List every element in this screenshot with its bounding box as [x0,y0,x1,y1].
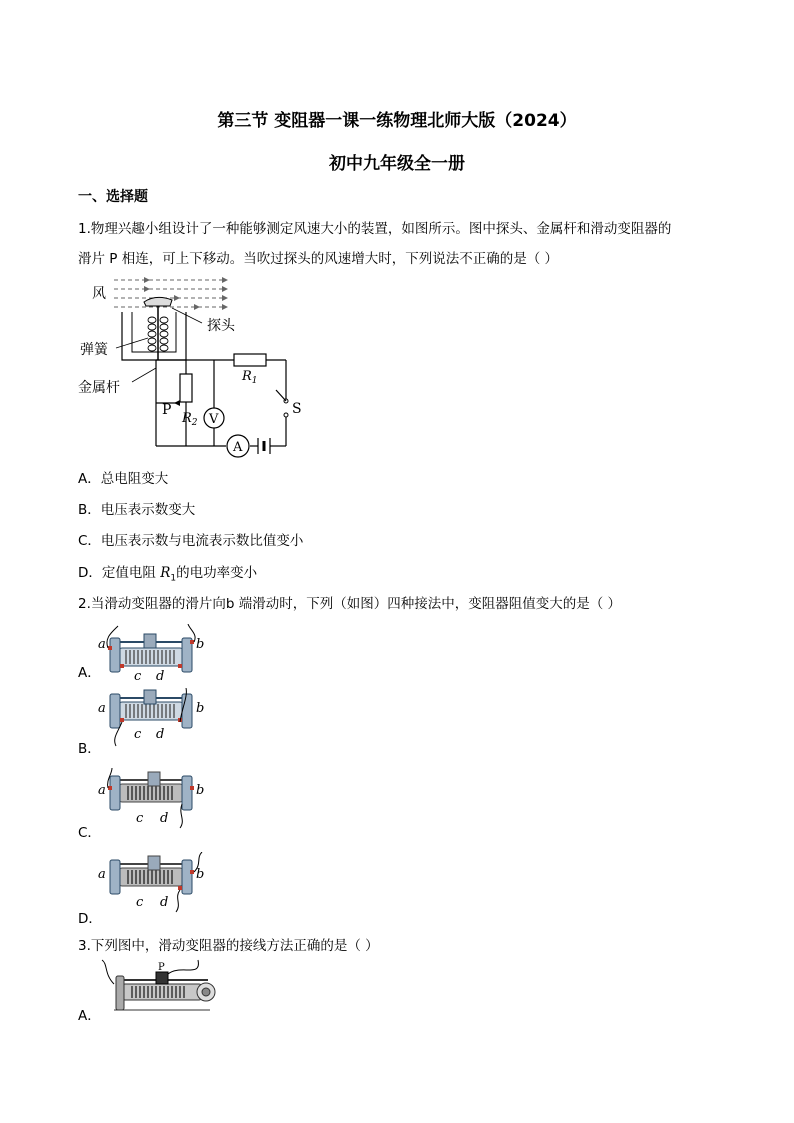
ammeter-label: A [233,440,243,455]
q2-option-a-rheostat-figure [98,624,208,680]
terminal-c: c [136,811,144,826]
q2-option-b-rheostat-figure [98,688,208,748]
svg-text:R2 [181,411,198,428]
terminal-d: d [156,669,165,680]
q1-circuit-figure [74,268,314,468]
metal-rod-label: 金属杆 [78,380,120,396]
q1-stem-line2: 滑片 P 相连，可上下移动。当吹过探头的风速增大时，下列说法不正确的是（ ） [78,251,559,267]
q3-option-a-letter[interactable]: A． [78,1008,101,1024]
q2-option-d-letter[interactable]: D． [78,911,102,927]
q2-option-c-rheostat-figure [98,768,208,830]
terminal-a: a [98,637,106,652]
q2-stem: 2.当滑动变阻器的滑片向b 端滑动时，下列（如图）四种接法中，变阻器阻值变大的是（ ） [78,596,622,612]
terminal-d: d [160,895,169,910]
q2-option-c-letter[interactable]: C． [78,825,101,841]
q2-option-b-letter[interactable]: B． [78,741,101,757]
terminal-b: b [196,867,205,882]
terminal-b: b [196,783,205,798]
svg-text:R1 [241,369,258,386]
terminal-d: d [160,811,169,826]
document-subtitle: 初中九年级全一册 [329,154,465,174]
r2-subscript: 2 [191,418,198,428]
terminal-d: d [156,727,165,742]
r1-variable-subscript: 1 [170,573,177,584]
r2-label: R [182,411,192,426]
q3-stem: 3.下列图中，滑动变阻器的接线方法正确的是（ ） [78,938,379,954]
terminal-a: a [98,867,106,882]
probe-label: 探头 [207,318,235,334]
q1-option-d-prefix: D．定值电阻 [78,565,161,581]
q1-option-b[interactable]: B．电压表示数变大 [78,502,196,518]
terminal-a: a [98,701,106,716]
q1-option-d-suffix: 的电功率变小 [176,565,258,581]
section-heading: 一、选择题 [78,189,148,205]
switch-label: S [292,401,302,417]
q2-option-a-letter[interactable]: A． [78,665,101,681]
q1-option-c[interactable]: C．电压表示数与电流表示数比值变小 [78,533,304,549]
slider-p-label: P [158,962,165,973]
terminal-b: b [196,701,205,716]
terminal-b: b [196,637,205,652]
terminal-c: c [134,669,142,680]
r1-variable: R [160,565,171,581]
r1-label: R [242,369,252,384]
voltmeter-label: V [209,412,219,427]
slider-p-label: P [162,402,172,418]
q1-stem-line1: 1.物理兴趣小组设计了一种能够测定风速大小的装置，如图所示。图中探头、金属杆和滑动变阻器的 [78,221,672,237]
document-title: 第三节 变阻器一课一练物理北师大版（2024） [217,111,577,131]
terminal-c: c [134,727,142,742]
q2-option-d-rheostat-figure [98,852,208,914]
wind-label: 风 [92,286,106,302]
q1-option-d[interactable] [78,561,257,584]
terminal-c: c [136,895,144,910]
r1-subscript: 1 [251,376,258,386]
spring-label: 弹簧 [80,342,108,358]
q3-option-a-rheostat-figure [98,958,218,1018]
terminal-a: a [98,783,106,798]
q1-option-a[interactable]: A．总电阻变大 [78,471,169,487]
